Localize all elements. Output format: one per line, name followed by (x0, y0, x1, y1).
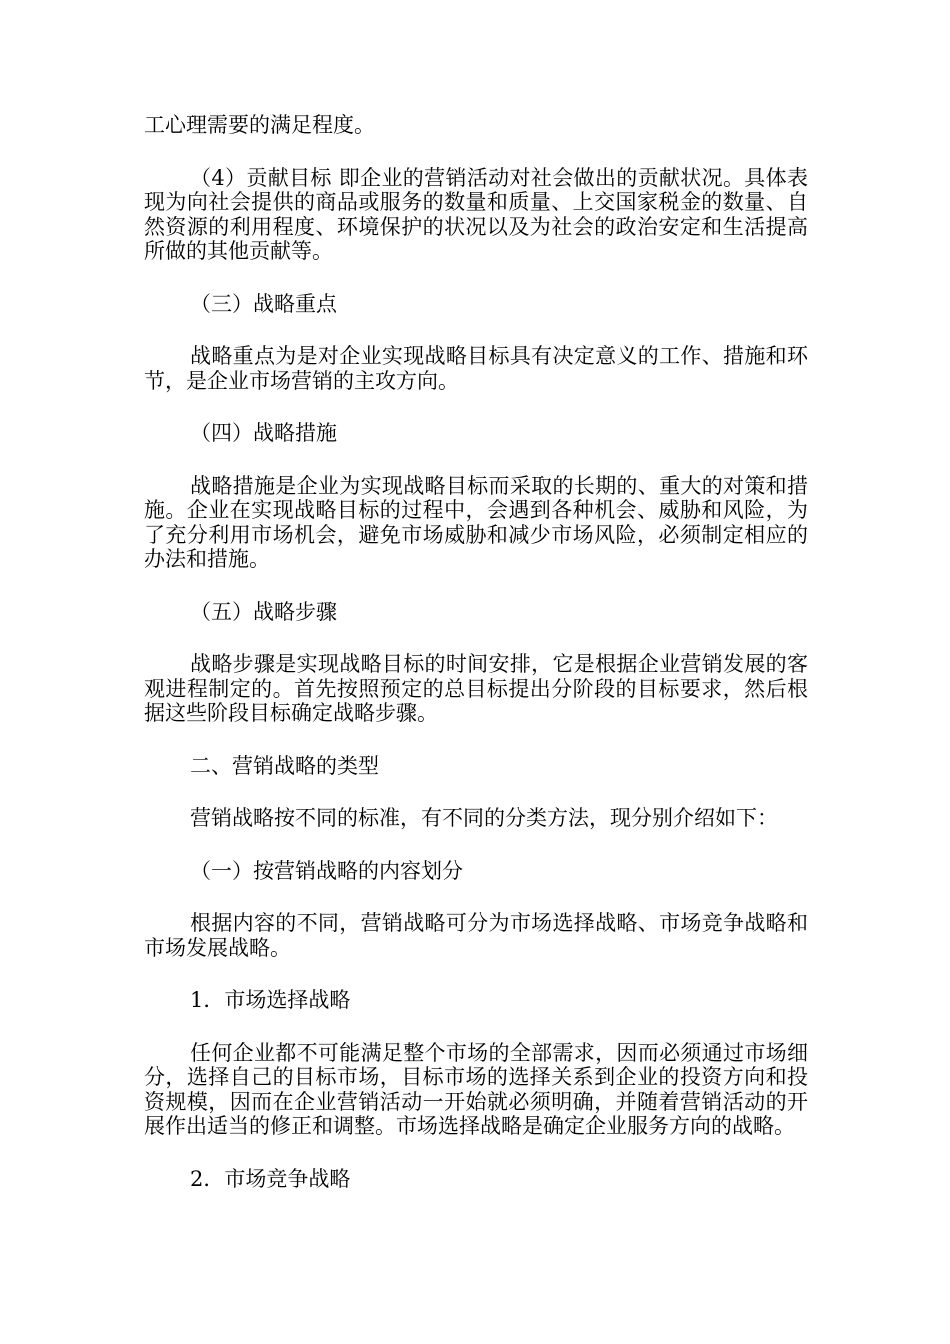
paragraph-continuation: 工心理需要的满足程度。 (144, 113, 375, 137)
heading-strategic-steps: （五）战略步骤 (190, 599, 337, 624)
paragraph-strategy-types-intro: 营销战略按不同的标准，有不同的分类方法，现分别介绍如下： (190, 806, 778, 830)
paragraph-strategic-focus: 战略重点为是对企业实现战略目标具有决定意义的工作、措施和环节，是企业市场营销的主攻方向。 (144, 344, 808, 393)
heading-by-content: （一）按营销战略的内容划分 (190, 858, 463, 883)
paragraph-strategic-measures: 战略措施是企业为实现战略目标而采取的长期的、重大的对策和措施。企业在实现战略目标的过程中，会遇到各种机会、威胁和风险，为了充分利用市场机会，避免市场威胁和减少市场风险，必须制定相应的办法和措施。 (144, 473, 808, 571)
paragraph-strategic-steps: 战略步骤是实现战略目标的时间安排，它是根据企业营销发展的客观进程制定的。首先按照预定的总目标提出分阶段的目标要求，然后根据这些阶段目标确定战略步骤。 (144, 652, 808, 725)
heading-strategic-measures: （四）战略措施 (190, 421, 337, 445)
heading-strategic-focus: （三）战略重点 (190, 291, 337, 316)
paragraph-market-selection: 任何企业都不可能满足整个市场的全部需求，因而必须通过市场细分，选择自己的目标市场，目标市场的选择关系到企业的投资方向和投资规模，因而在企业营销活动一开始就必须明确，并随着营销活动的开展作出适当的修正和调整。市场选择战略是确定企业服务方向的战略。 (144, 1040, 808, 1138)
heading-market-selection: 1．市场选择战略 (190, 988, 351, 1012)
paragraph-contribution-goal: （4）贡献目标 即企业的营销活动对社会做出的贡献状况。具体表现为向社会提供的商品或服务的数量和质量、上交国家税金的数量、自然资源的利用程度、环境保护的状况以及为社会的政治安定和生活提高所做的其他贡献等。 (144, 165, 808, 263)
heading-market-competition: 2．市场竞争战略 (190, 1166, 351, 1191)
heading-strategy-types: 二、营销战略的类型 (190, 753, 379, 778)
document-body (144, 113, 808, 1219)
paragraph-by-content: 根据内容的不同，营销战略可分为市场选择战略、市场竞争战略和市场发展战略。 (144, 911, 808, 960)
